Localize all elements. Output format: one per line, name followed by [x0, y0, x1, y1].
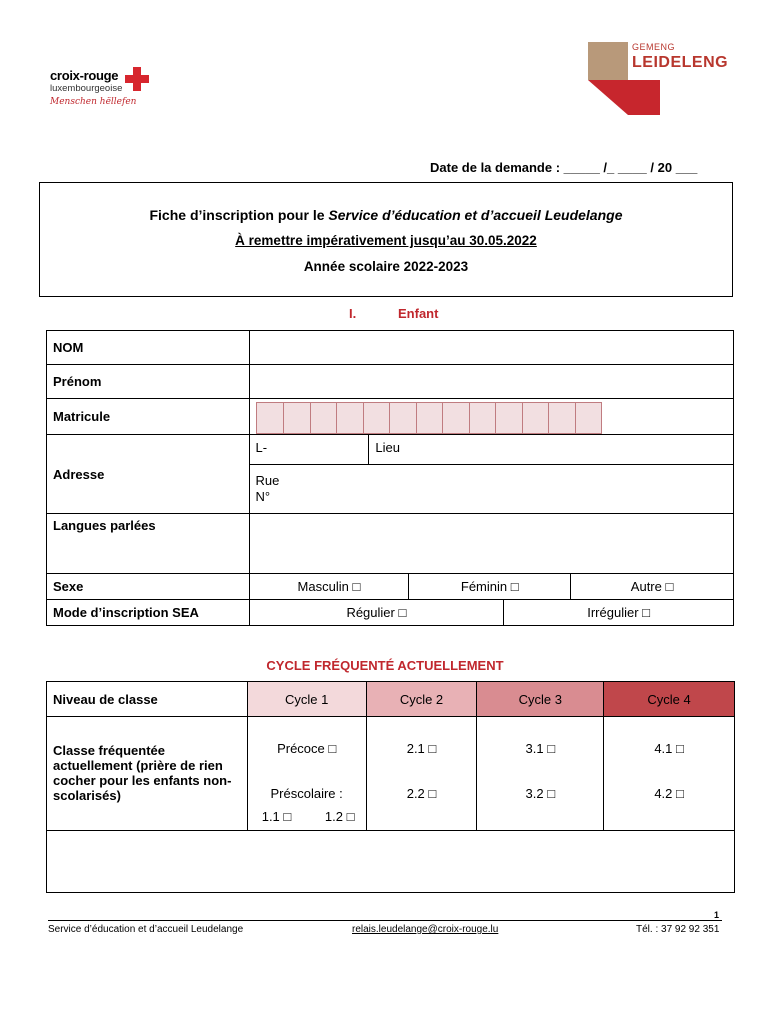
checkbox-4-1[interactable]: 4.1 □ — [654, 741, 684, 756]
lieu-input[interactable] — [369, 435, 734, 465]
sexe-feminin-checkbox[interactable]: Féminin □ — [409, 574, 571, 600]
deadline: À remettre impérativement jusqu’au 30.05.2022 — [235, 233, 537, 248]
postal-code-input[interactable] — [249, 435, 369, 465]
checkbox-2-2[interactable]: 2.2 □ — [406, 786, 437, 801]
matricule-digit[interactable] — [336, 403, 363, 433]
label-langues: Langues parlées — [47, 514, 250, 574]
logo-slogan: Menschen hëllefen — [50, 97, 137, 107]
label-niveau: Niveau de classe — [47, 682, 248, 717]
page-number: 1 — [714, 910, 720, 920]
label-prescolaire: Préscolaire : — [270, 786, 343, 801]
matricule-digit[interactable] — [257, 403, 284, 433]
cycle-1-header: Cycle 1 — [247, 682, 366, 717]
notes-area[interactable] — [47, 831, 735, 893]
matricule-digit[interactable] — [522, 403, 549, 433]
section-title: Enfant — [398, 306, 439, 321]
label-nom: NOM — [47, 331, 250, 365]
footer-phone: Tél. : 37 92 92 351 — [636, 924, 720, 935]
gemeng-leideleng-logo — [588, 40, 738, 115]
matricule-digit[interactable] — [548, 403, 575, 433]
checkbox-1-2[interactable]: 1.2 □ — [324, 809, 355, 824]
cycle-4-options — [604, 717, 735, 831]
matricule-boxes[interactable] — [256, 402, 603, 434]
form-title — [40, 207, 732, 223]
checkbox-3-1[interactable]: 3.1 □ — [525, 741, 556, 756]
checkbox-4-2[interactable]: 4.2 □ — [654, 786, 684, 801]
label-classe-frequentee: Classe fréquentée actuellement (prière de rien cocher pour les enfants non-scolarisés) — [47, 717, 248, 831]
logo-text: LEIDELENG — [632, 54, 729, 71]
mode-regulier-checkbox[interactable]: Régulier □ — [249, 600, 504, 626]
label-numero: N° — [255, 489, 271, 504]
title-prefix: Fiche d’inscription pour le — [149, 207, 329, 223]
matricule-digit[interactable] — [363, 403, 390, 433]
mode-irregulier-checkbox[interactable]: Irrégulier □ — [504, 600, 734, 626]
prenom-input[interactable] — [249, 365, 733, 399]
sexe-autre-checkbox[interactable]: Autre □ — [571, 574, 734, 600]
matricule-digit[interactable] — [469, 403, 496, 433]
cycle-3-options — [477, 717, 604, 831]
matricule-digit[interactable] — [310, 403, 337, 433]
school-year: Année scolaire 2022-2023 — [303, 259, 469, 274]
matricule-digit[interactable] — [416, 403, 443, 433]
red-cross-icon — [124, 66, 150, 92]
checkbox-1-1[interactable]: 1.1 □ — [261, 809, 292, 824]
cycle-table — [46, 681, 735, 893]
label-adresse: Adresse — [47, 435, 250, 514]
label-prenom: Prénom — [47, 365, 250, 399]
cycle-3-header: Cycle 3 — [477, 682, 604, 717]
matricule-field[interactable] — [249, 399, 733, 435]
label-rue: Rue — [255, 473, 280, 488]
cycle-2-options — [366, 717, 477, 831]
checkbox-2-1[interactable]: 2.1 □ — [406, 741, 437, 756]
nom-input[interactable] — [249, 331, 733, 365]
cycle-1-options — [247, 717, 366, 831]
section-number: I. — [349, 306, 357, 321]
enfant-table — [46, 330, 734, 626]
matricule-digit[interactable] — [495, 403, 522, 433]
label-mode-inscription: Mode d’inscription SEA — [47, 600, 250, 626]
label-matricule: Matricule — [47, 399, 250, 435]
cycle-4-header: Cycle 4 — [604, 682, 735, 717]
checkbox-3-2[interactable]: 3.2 □ — [525, 786, 556, 801]
cycle-heading: CYCLE FRÉQUENTÉ ACTUELLEMENT — [266, 658, 504, 673]
checkbox-precoce[interactable]: Précoce □ — [277, 741, 337, 756]
label-lieu: Lieu — [375, 440, 400, 455]
logo-subtext: luxembourgeoise — [50, 83, 123, 94]
date-request-field[interactable]: Date de la demande : _____ /_ ____ / 20 ___ — [430, 160, 698, 175]
footer-service: Service d’éducation et d’accueil Leudelange — [48, 924, 244, 935]
title-service: Service d’éducation et d’accueil Leudelange — [328, 207, 623, 223]
cycle-2-header: Cycle 2 — [366, 682, 477, 717]
croix-rouge-logo — [48, 64, 158, 124]
sexe-masculin-checkbox[interactable]: Masculin □ — [249, 574, 409, 600]
matricule-digit[interactable] — [442, 403, 469, 433]
footer-divider — [48, 920, 722, 921]
logo-text: GEMENG — [632, 42, 676, 52]
title-box — [39, 182, 733, 297]
rue-input[interactable] — [249, 465, 733, 514]
matricule-digit[interactable] — [283, 403, 310, 433]
logo-text: croix-rouge — [50, 68, 119, 83]
footer-email-link[interactable]: relais.leudelange@croix-rouge.lu — [352, 924, 499, 935]
langues-input[interactable] — [249, 514, 733, 574]
label-sexe: Sexe — [47, 574, 250, 600]
matricule-digit[interactable] — [389, 403, 416, 433]
label-postal-code: L- — [255, 440, 268, 455]
matricule-digit[interactable] — [575, 403, 602, 433]
